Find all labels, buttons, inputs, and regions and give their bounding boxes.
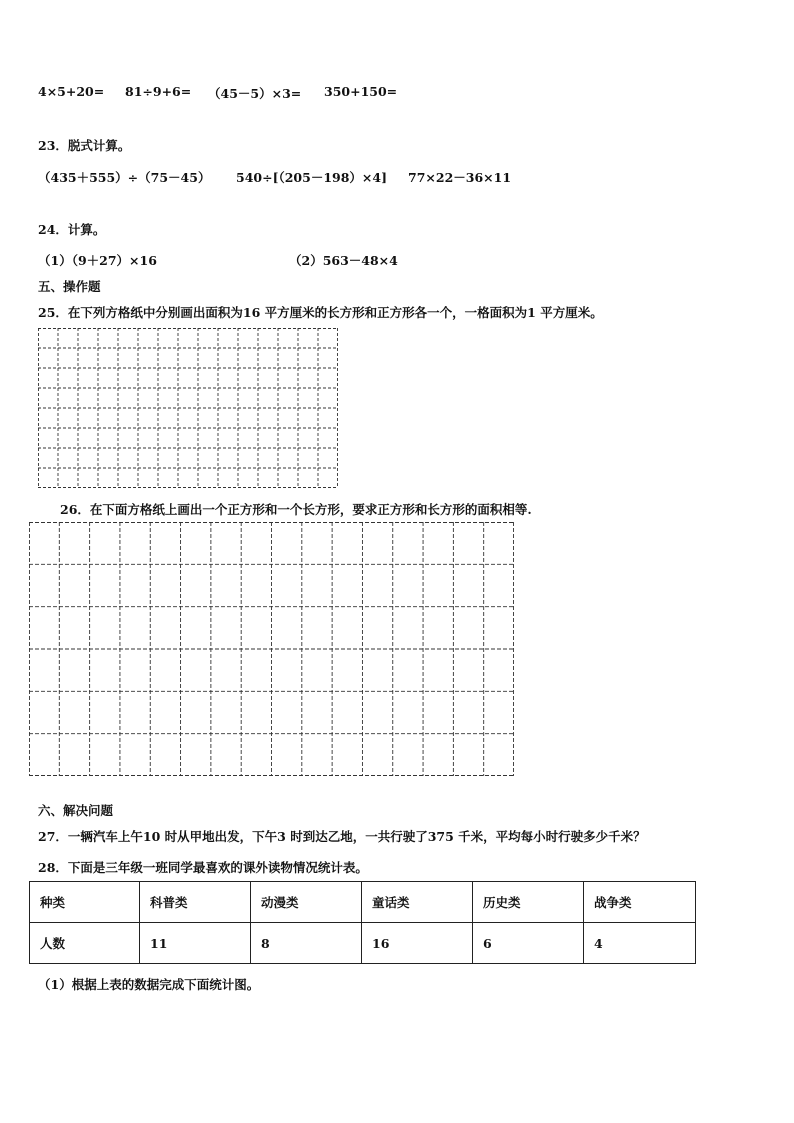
section-5-heading: 五、操作题 xyxy=(38,279,101,294)
expr-1: 4×5+20= xyxy=(38,84,105,99)
q25-text: 25．在下列方格纸中分别画出面积为16 平方厘米的长方形和正方形各一个，一格面积为1 平方厘米。 xyxy=(38,305,603,320)
q26-text: 26．在下面方格纸上画出一个正方形和一个长方形，要求正方形和长方形的面积相等. xyxy=(60,502,532,517)
table-cell: 战争类 xyxy=(584,882,696,923)
q24-item-2: （2）563－48×4 xyxy=(289,253,398,268)
table-cell: 8 xyxy=(251,923,362,964)
grid-25[interactable] xyxy=(38,328,338,488)
section-6-heading: 六、解决问题 xyxy=(38,803,114,818)
table-cell: 16 xyxy=(362,923,473,964)
expr-2: 81÷9+6= xyxy=(125,84,192,99)
table-cell: 历史类 xyxy=(473,882,584,923)
table-cell: 童话类 xyxy=(362,882,473,923)
table-row xyxy=(30,923,696,964)
q23-item-2: 540÷[（205－198）×4] xyxy=(236,170,388,185)
q23-item-1: （435＋555）÷（75－45） xyxy=(38,170,211,185)
q24-item-1: （1）（9＋27）×16 xyxy=(38,253,157,268)
table-header-row xyxy=(30,882,696,923)
table-cell: 人数 xyxy=(30,923,140,964)
table-cell: 6 xyxy=(473,923,584,964)
table-cell: 种类 xyxy=(30,882,140,923)
q24-title: 24．计算。 xyxy=(38,222,106,237)
table-cell: 科普类 xyxy=(140,882,251,923)
table-cell: 11 xyxy=(140,923,251,964)
q28-sub-1: （1）根据上表的数据完成下面统计图。 xyxy=(38,977,260,992)
expr-4: 350+150= xyxy=(324,84,398,99)
table-cell: 4 xyxy=(584,923,696,964)
expr-3: （45－5）×3= xyxy=(208,86,302,101)
q23-item-3: 77×22－36×11 xyxy=(408,170,512,185)
q23-title: 23．脱式计算。 xyxy=(38,138,131,153)
reading-stats-table xyxy=(29,881,696,964)
table-cell: 动漫类 xyxy=(251,882,362,923)
q27-text: 27．一辆汽车上午10 时从甲地出发，下午3 时到达乙地，一共行驶了375 千米，平均每小时行驶多少千米？ xyxy=(38,829,646,844)
grid-26[interactable] xyxy=(29,522,514,776)
q28-text: 28．下面是三年级一班同学最喜欢的课外读物情况统计表。 xyxy=(38,860,368,875)
